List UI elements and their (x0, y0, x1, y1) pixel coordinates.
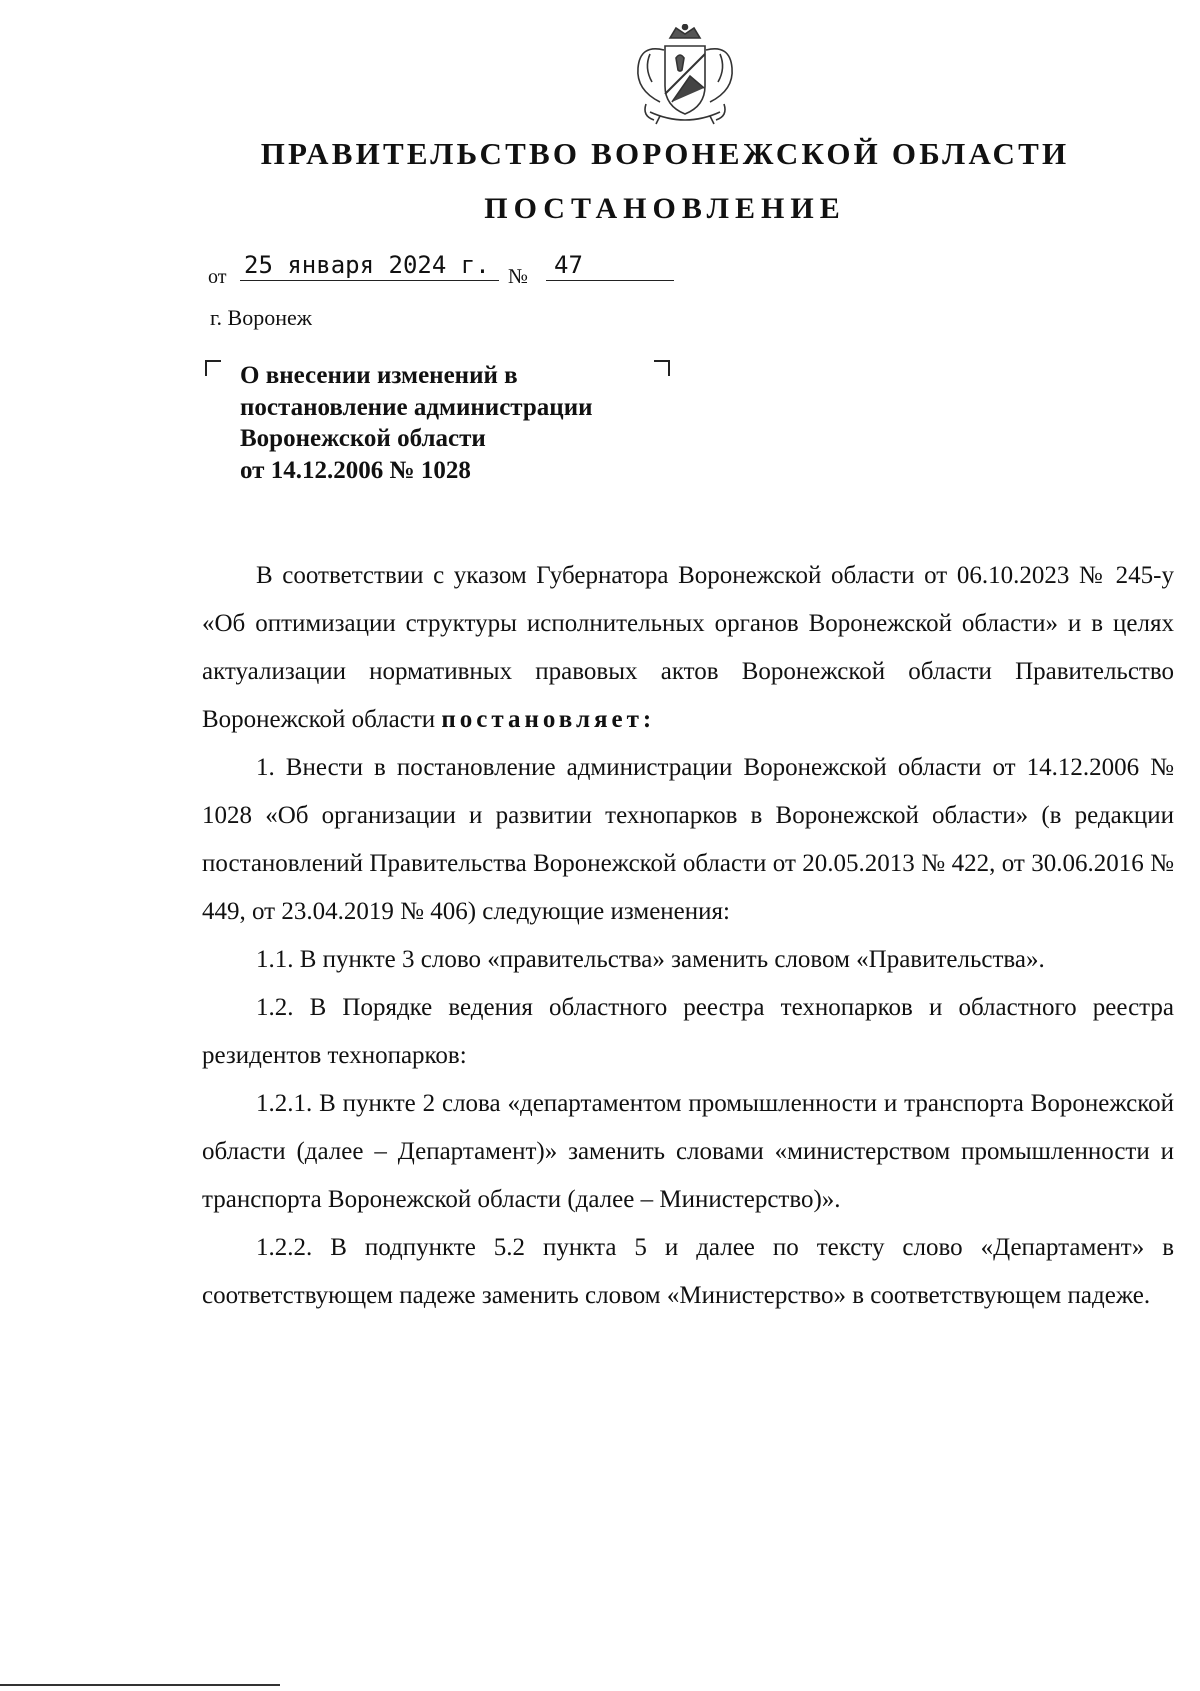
subject-line: Воронежской области (240, 425, 486, 452)
subject-line: от 14.12.2006 № 1028 (240, 456, 471, 484)
footer-divider (0, 1684, 280, 1686)
paragraph-1-2-1: 1.2.1. В пункте 2 слова «департаментом промышленности и транспорта Воронежской области (далее – Департамент)» заменить словами «министерством промышленности и транспорта Воронежской области (далее – Министерство)». (202, 1090, 1174, 1213)
document-date: 25 января 2024 г. (240, 250, 499, 281)
number-label: № (508, 264, 529, 288)
preamble-paragraph (202, 552, 1174, 744)
document-body (202, 552, 1174, 1320)
paragraph-1-1: 1.1. В пункте 3 слово «правительства» заменить словом «Правительства». (256, 946, 1045, 973)
document-subject (240, 360, 680, 486)
subject-line: постановление администрации (240, 393, 593, 421)
paragraph-1-2: 1.2. В Порядке ведения областного реестра технопарков и областного реестра резидентов технопарков: (202, 994, 1174, 1069)
date-label: от (208, 266, 227, 288)
organization-title: ПРАВИТЕЛЬСТВО ВОРОНЕЖСКОЙ ОБЛАСТИ (260, 136, 1070, 171)
subject-line: О внесении изменений в (240, 362, 518, 389)
preamble-text: В соответствии с указом Губернатора Воронежской области от 06.10.2023 № 245-у «Об оптимизации структуры исполнительных органов Воронежской области» и в целях актуализации нормативных правовых актов Воронежской области Правительство Воронежской области (202, 562, 1174, 733)
city-name: г. Воронеж (210, 305, 312, 330)
decision-keyword: постановляет: (441, 706, 656, 733)
paragraph-1-2-2: 1.2.2. В подпункте 5.2 пункта 5 и далее по тексту слово «Департамент» в соответствующем падеже заменить словом «Министерство» в соответствующем падеже. (202, 1234, 1174, 1309)
paragraph-1: 1. Внести в постановление администрации Воронежской области от 14.12.2006 № 1028 «Об организации и развитии технопарков в Воронежской области» (в редакции постановлений Правительства Воронежской области от 20.05.2013 № 422, от 30.06.2016 № 449, от 23.04.2019 № 406) следующие изменения: (202, 754, 1174, 925)
subject-bracket-left (205, 360, 221, 376)
document-number: 47 (546, 250, 674, 281)
coat-of-arms-icon (620, 24, 750, 130)
document-type-title: ПОСТАНОВЛЕНИЕ (484, 192, 846, 225)
